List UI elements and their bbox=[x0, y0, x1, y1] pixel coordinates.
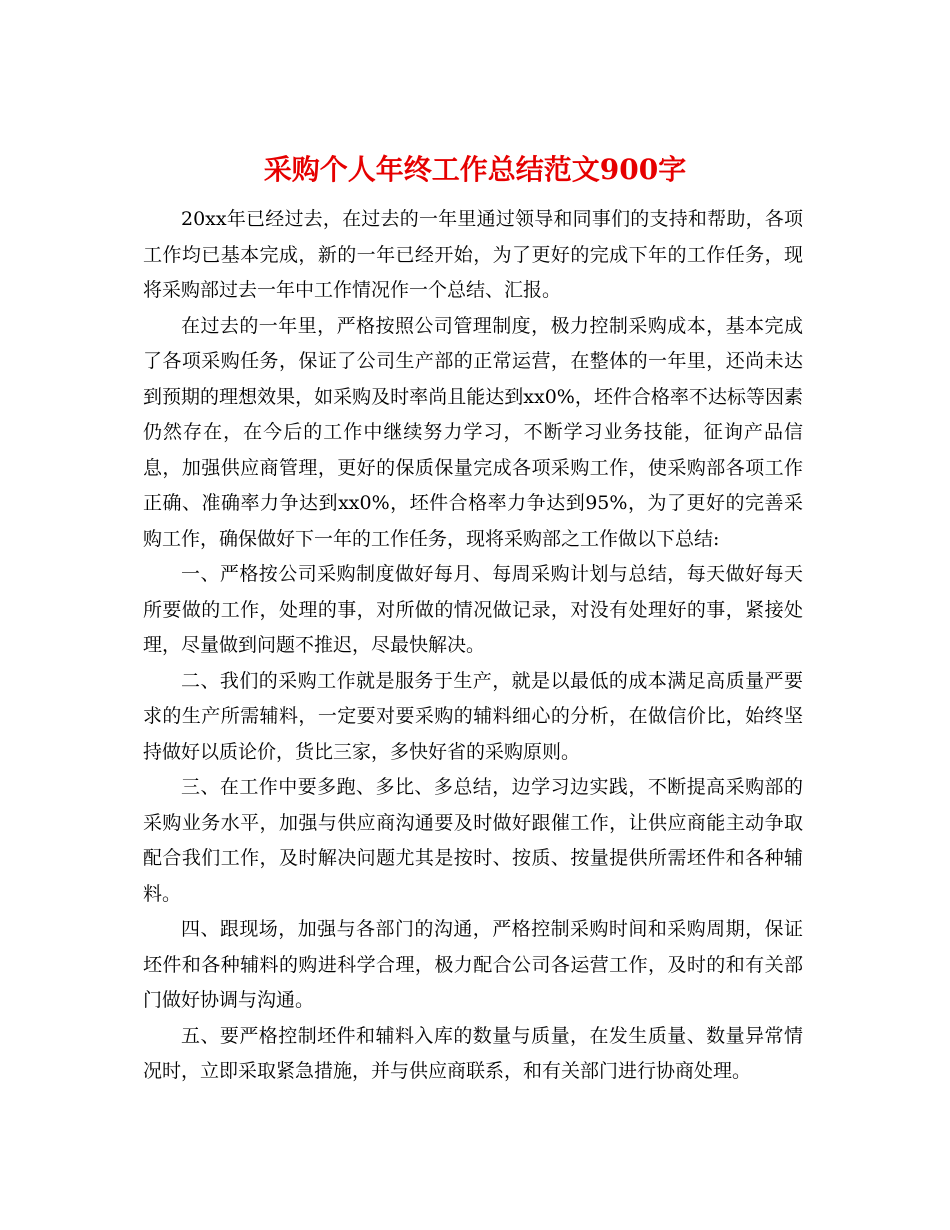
document-body bbox=[143, 202, 803, 1090]
paragraph-item-2: 二、我们的采购工作就是服务于生产，就是以最低的成本满足高质量严要求的生产所需辅料，一定要对要采购的辅料细心的分析，在做信价比，始终坚持做好以质论价，货比三家，多快好省的采购原则。 bbox=[143, 669, 803, 763]
paragraph-item-5: 五、要严格控制坯件和辅料入库的数量与质量，在发生质量、数量异常情况时，立即采取紧急措施，并与供应商联系，和有关部门进行协商处理。 bbox=[143, 1024, 803, 1082]
document-title: 采购个人年终工作总结范文900字 bbox=[263, 152, 687, 186]
paragraph-item-1: 一、严格按公司采购制度做好每月、每周采购计划与总结，每天做好每天所要做的工作，处理的事，对所做的情况做记录，对没有处理好的事，紧接处理，尽量做到问题不推迟，尽最快解决。 bbox=[143, 563, 803, 656]
paragraph-intro: 20xx年已经过去，在过去的一年里通过领导和同事们的支持和帮助，各项工作均已基本完成，新的一年已经开始，为了更好的完成下年的工作任务，现将采购部过去一年中工作情况作一个总结、汇报。 bbox=[143, 208, 803, 301]
paragraph-item-3: 三、在工作中要多跑、多比、多总结，边学习边实践，不断提高采购部的采购业务水平，加强与供应商沟通要及时做好跟催工作，让供应商能主动争取配合我们工作，及时解决问题尤其是按时、按质、按量提供所需坯件和各种辅料。 bbox=[143, 776, 803, 905]
paragraph-overview: 在过去的一年里，严格按照公司管理制度，极力控制采购成本，基本完成了各项采购任务，保证了公司生产部的正常运营，在整体的一年里，还尚未达到预期的理想效果，如采购及时率尚且能达到xx0%，坯件合格率不达标等因素仍然存在，在今后的工作中继续努力学习，不断学习业务技能，征询产品信息，加强供应商管理，更好的保质保量完成各项采购工作，使采购部各项工作正确、准确率力争达到xx0%，坯件合格率力争达到95%，为了更好的完善采购工作，确保做好下一年的工作任务，现将采购部之工作做以下总结: bbox=[143, 314, 803, 550]
paragraph-item-4: 四、跟现场，加强与各部门的沟通，严格控制采购时间和采购周期，保证坯件和各种辅料的购进科学合理，极力配合公司各运营工作，及时的和有关部门做好协调与沟通。 bbox=[143, 918, 803, 1011]
